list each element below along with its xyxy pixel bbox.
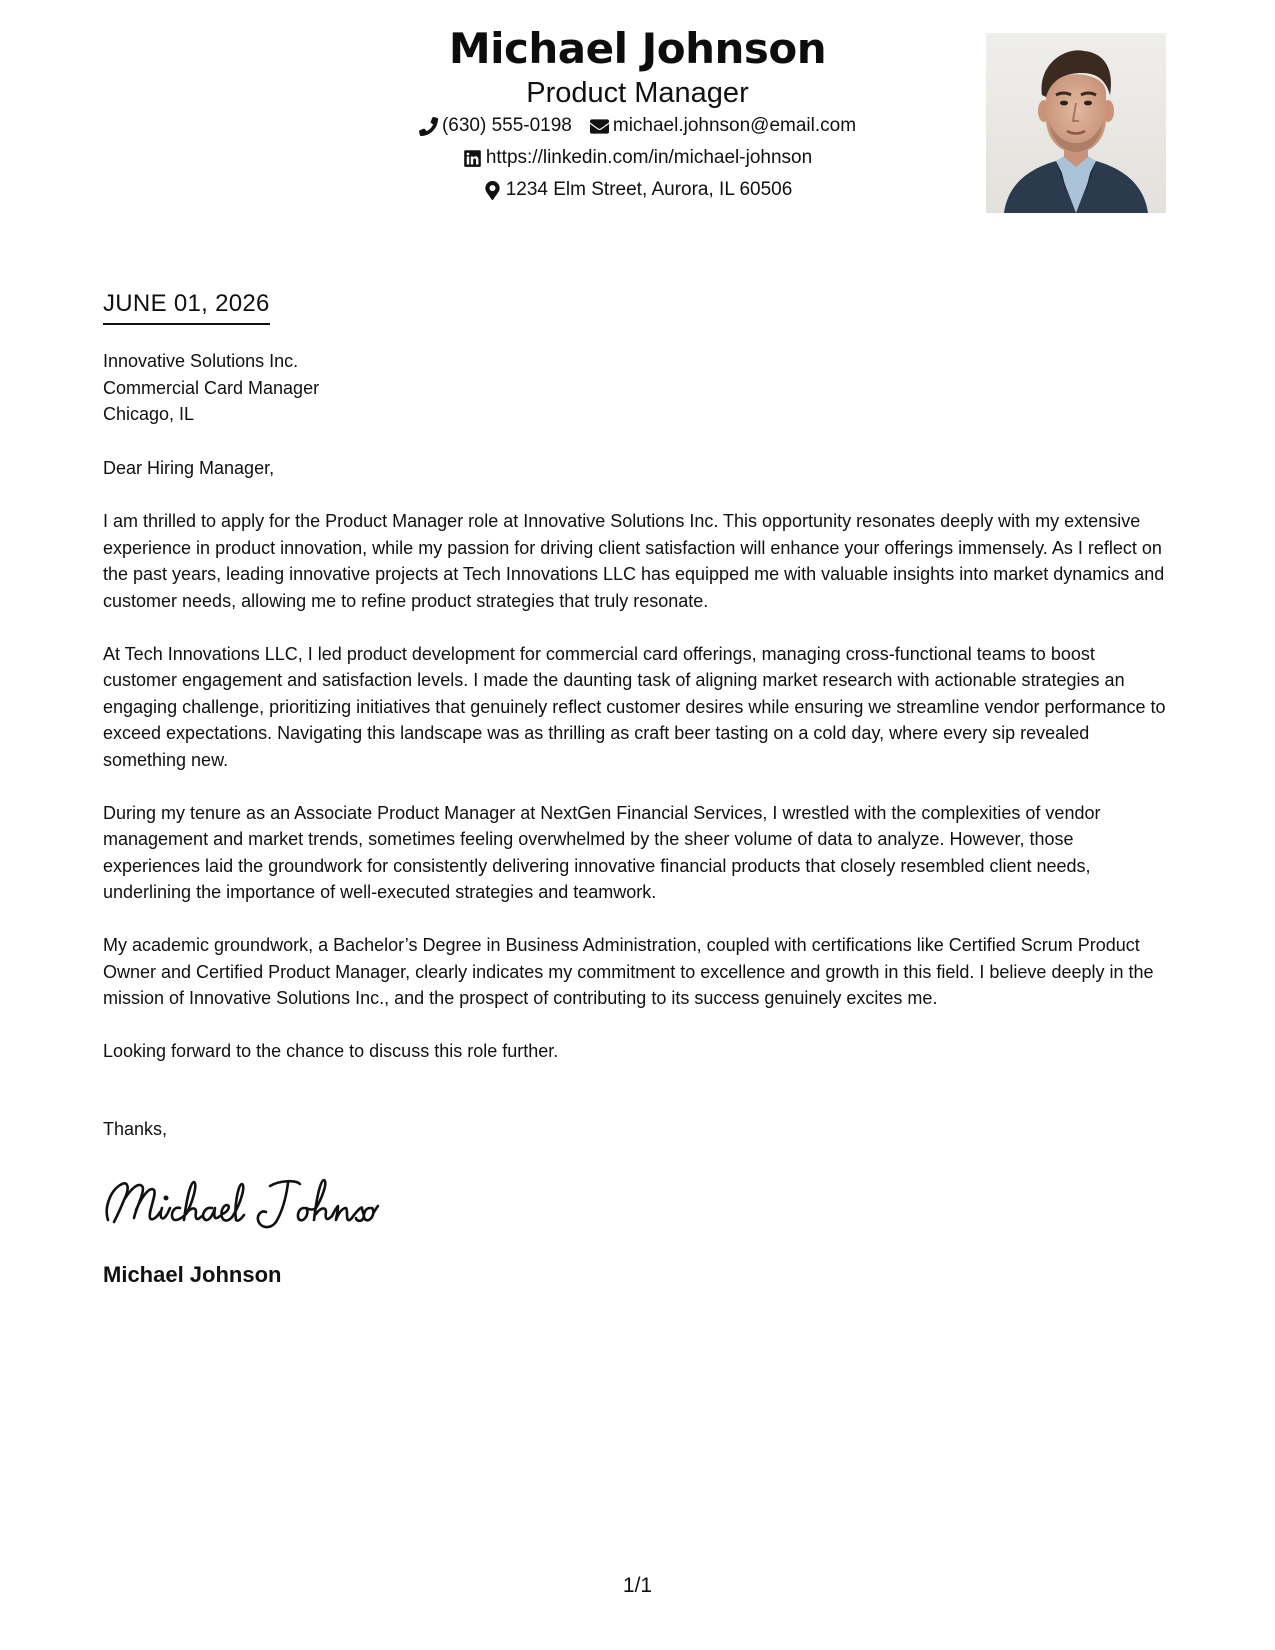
salutation: Dear Hiring Manager, [103, 458, 275, 478]
recipient-block [103, 348, 319, 428]
signer-name: Michael Johnson [103, 1262, 282, 1287]
email-address[interactable]: michael.johnson@email.com [612, 115, 857, 136]
applicant-name: Michael Johnson [448, 24, 827, 73]
body-paragraph: At Tech Innovations LLC, I led product development for commercial card offerings, managing cross-functional teams to boost customer engagement and satisfaction levels. I made the daunting task of aligning market research with actionable strategies an engaging challenge, prioritizing initiatives that genuinely reflect customer desires while ensuring we streamline vendor performance to exceed expectations. Navigating this landscape was as thrilling as craft beer tasting on a cold day, where every sip revealed something new. [103, 643, 1166, 770]
recipient-position: Commercial Card Manager [103, 377, 320, 398]
recipient-location: Chicago, IL [103, 404, 195, 424]
body-paragraph: During my tenure as an Associate Product Manager at NextGen Financial Services, I wrestled with the complexities of vendor management and market trends, sometimes feeling overwhelmed by the sheer volume of data to analyze. However, those experiences laid the groundwork for consistently delivering innovative financial products that closely resembled client needs, underlining the importance of well-executed strategies and teamwork. [103, 802, 1101, 902]
email-contact [590, 110, 856, 142]
linkedin-url[interactable]: https://linkedin.com/in/michael-johnson [485, 147, 813, 168]
closing: Thanks, [103, 1119, 168, 1139]
page-number: 1/1 [622, 1574, 653, 1597]
linkedin-icon [463, 149, 482, 168]
address-contact [483, 174, 793, 206]
letter-date: JUNE 01, 2026 [103, 289, 270, 325]
map-marker-icon [483, 181, 502, 200]
body-paragraph: I am thrilled to apply for the Product Manager role at Innovative Solutions Inc. This opportunity resonates deeply with my extensive experience in product innovation, while my passion for driving client satisfaction will enhance your offerings immensely. As I reflect on the past years, leading innovative projects at Tech Innovations LLC has equipped me with valuable insights into market dynamics and customer needs, allowing me to refine product strategies that truly resonate. [103, 511, 1165, 611]
phone-contact [419, 110, 572, 142]
envelope-icon [590, 117, 609, 136]
street-address: 1234 Elm Street, Aurora, IL 60506 [505, 179, 793, 200]
applicant-title: Product Manager [526, 77, 749, 109]
letter-body [103, 455, 1173, 1091]
handwritten-signature [100, 1168, 380, 1238]
phone-number: (630) 555-0198 [441, 115, 572, 136]
phone-icon [419, 117, 438, 136]
body-paragraph: Looking forward to the chance to discuss this role further. [103, 1041, 559, 1061]
linkedin-contact [463, 142, 812, 174]
profile-photo [986, 33, 1166, 213]
body-paragraph: My academic groundwork, a Bachelor’s Degree in Business Administration, coupled with certifications like Certified Scrum Product Owner and Certified Product Manager, clearly indicates my commitment to excellence and growth in this field. I believe deeply in the mission of Innovative Solutions Inc., and the prospect of contributing to its success genuinely excites me. [103, 935, 1154, 1008]
recipient-company: Innovative Solutions Inc. [103, 351, 299, 371]
